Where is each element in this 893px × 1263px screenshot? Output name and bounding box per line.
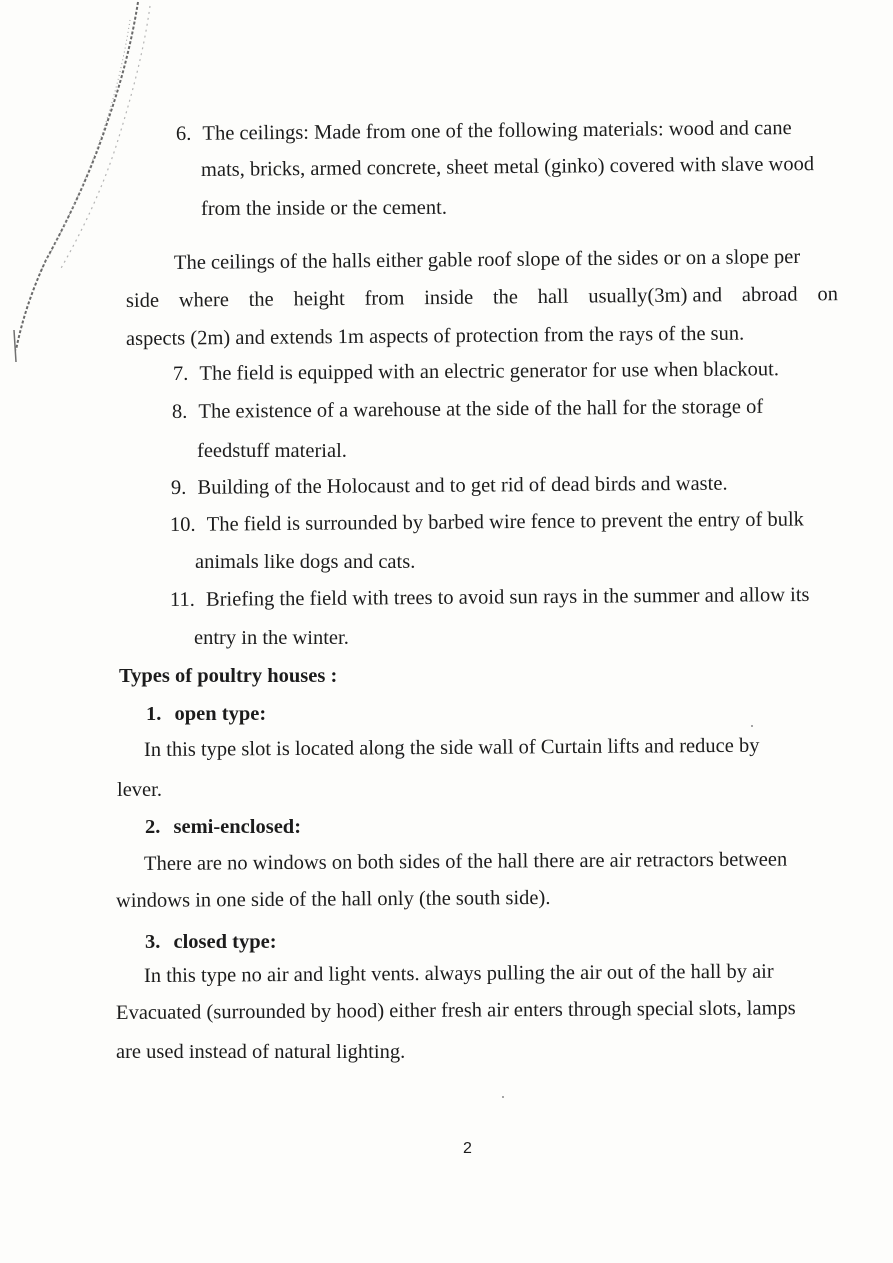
word: usually(3m) and — [588, 284, 723, 308]
list-item-6-line-3 — [201, 195, 447, 222]
paragraph-text: lever. — [117, 779, 162, 801]
list-item-6-line-1 — [176, 115, 792, 147]
list-item-8-line-2 — [197, 438, 347, 464]
paragraph-text: There are no windows on both sides of the hall there are air retractors between — [143, 848, 788, 875]
list-item-7-line-1 — [173, 356, 779, 387]
list-number: 10. — [169, 513, 196, 536]
list-item-6-line-2 — [201, 151, 814, 183]
list-text: The field is surrounded by barbed wire fence to prevent the entry of bulk — [206, 508, 804, 536]
list-item-11-line-2 — [194, 625, 349, 651]
word: the — [248, 288, 274, 311]
paragraph-ceilings-line-1 — [174, 244, 800, 276]
word: side — [125, 289, 160, 312]
subheading-text: semi-enclosed: — [173, 816, 302, 838]
subheading-text: open type: — [174, 703, 267, 725]
list-text: The field is equipped with an electric generator for use when blackout. — [199, 358, 780, 385]
open-type-line-2 — [117, 777, 162, 803]
paragraph-text: are used instead of natural lighting. — [116, 1041, 406, 1063]
paragraph-text: In this type slot is located along the side wall of Curtain lifts and reduce by — [143, 734, 760, 761]
paragraph-text: Evacuated (surrounded by hood) either fresh air enters through special slots, lamps — [115, 997, 796, 1024]
list-text: Briefing the field with trees to avoid sun rays in the summer and allow its — [205, 583, 810, 611]
list-item-10-line-1 — [170, 506, 804, 538]
list-number: 3. — [145, 931, 161, 953]
scan-speck — [502, 1096, 504, 1098]
word: inside — [424, 286, 474, 310]
heading-text: Types of poultry houses : — [119, 665, 338, 687]
paragraph-ceilings-line-2 — [126, 281, 838, 314]
word: abroad — [741, 283, 798, 307]
list-number: 11. — [169, 588, 195, 611]
list-item-10-line-2 — [195, 549, 415, 575]
list-item-9-line-1 — [171, 471, 728, 501]
list-number: 6. — [175, 122, 192, 145]
list-text: The existence of a warehouse at the side of the hall for the storage of — [198, 395, 764, 423]
word: from — [364, 287, 405, 310]
word: where — [178, 289, 230, 312]
page-number: 2 — [463, 1140, 472, 1157]
paragraph-text: In this type no air and light vents. always pulling the air out of the hall by air — [143, 960, 774, 987]
paragraph-text: windows in one side of the hall only (the south side). — [115, 886, 551, 912]
subheading-text: closed type: — [173, 931, 277, 953]
list-text: entry in the winter. — [194, 627, 349, 649]
list-number: 8. — [171, 400, 188, 423]
list-text: The ceilings: Made from one of the following materials: wood and cane — [202, 117, 792, 145]
semi-enclosed-line-2 — [116, 885, 551, 914]
list-text: feedstuff material. — [197, 440, 347, 462]
word: hall — [537, 285, 569, 309]
subheading-closed-type — [145, 929, 277, 955]
subheading-open-type — [146, 701, 266, 727]
section-heading — [119, 663, 337, 689]
scan-edge-artifact — [0, 0, 200, 380]
list-number: 2. — [145, 816, 161, 838]
list-text: mats, bricks, armed concrete, sheet metal (ginko) covered with slave wood — [200, 153, 815, 181]
paragraph-text: aspects (2m) and extends 1m aspects of protection from the rays of the sun. — [125, 322, 745, 350]
subheading-semi-enclosed — [145, 814, 301, 840]
word: on — [817, 283, 839, 306]
scan-speck — [751, 725, 753, 727]
list-text: from the inside or the cement. — [200, 196, 447, 220]
list-text: Building of the Holocaust and to get rid of dead birds and waste. — [197, 472, 728, 499]
open-type-line-1 — [144, 733, 760, 763]
paragraph-text: The ceilings of the halls either gable roof slope of the sides or on a slope per — [173, 245, 801, 274]
closed-type-line-3 — [116, 1039, 405, 1065]
list-number: 7. — [172, 362, 189, 385]
paragraph-ceilings-line-3 — [126, 321, 744, 352]
word: height — [293, 287, 345, 311]
word: the — [492, 286, 519, 309]
list-number: 9. — [170, 476, 187, 499]
list-text: animals like dogs and cats. — [195, 551, 416, 573]
closed-type-line-2 — [116, 995, 796, 1026]
closed-type-line-1 — [144, 959, 774, 989]
list-item-8-line-1 — [172, 394, 763, 425]
list-number: 1. — [146, 703, 162, 725]
semi-enclosed-line-1 — [144, 847, 787, 877]
list-item-11-line-1 — [170, 582, 810, 613]
